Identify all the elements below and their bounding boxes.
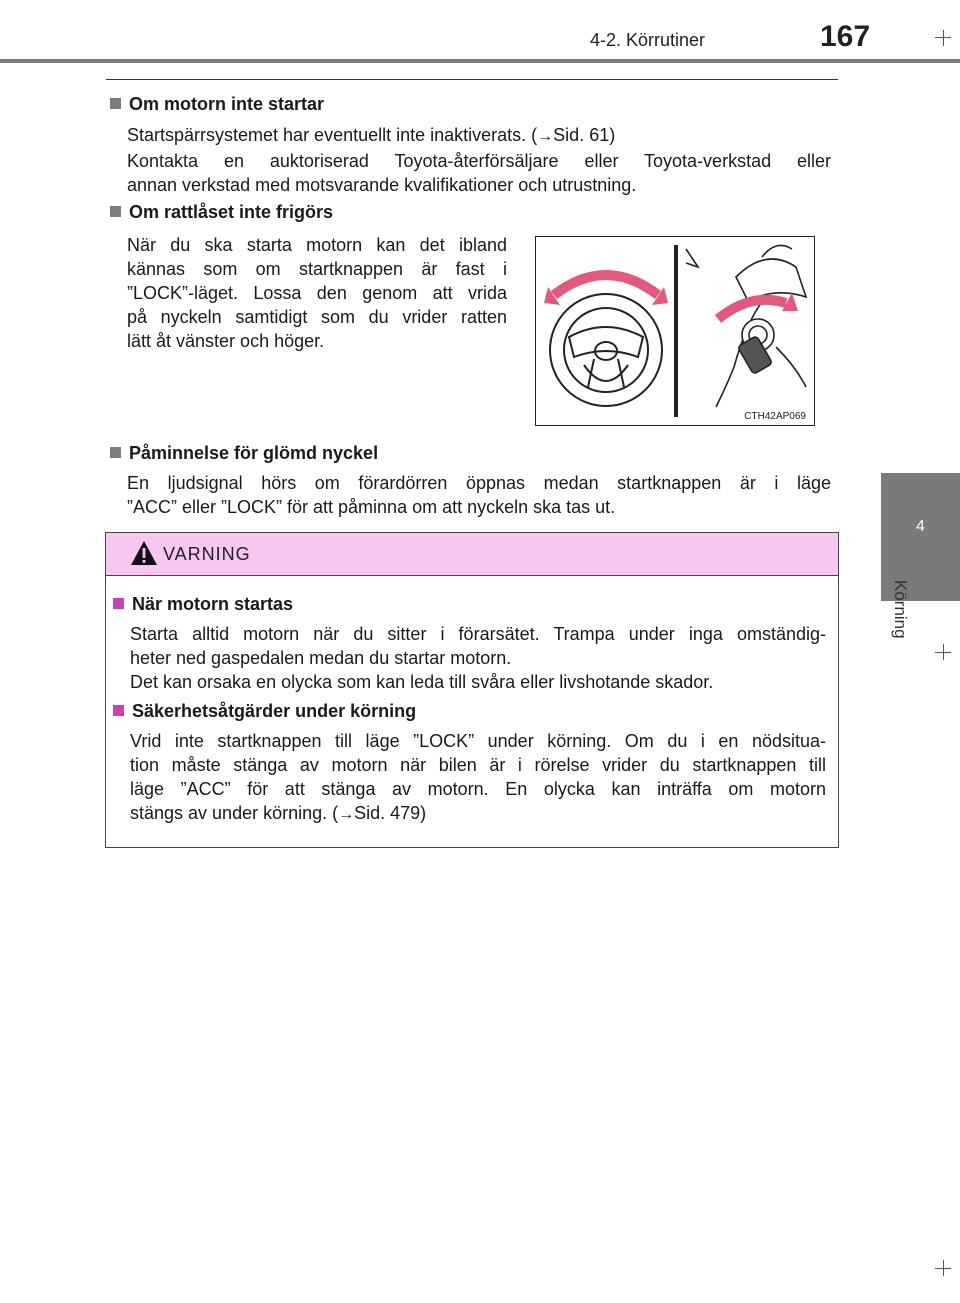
page-link[interactable]: Sid. 479) [354, 803, 427, 823]
text-line: stängs av under körning. (→Sid. 479) [130, 803, 427, 823]
warning-box [105, 532, 839, 848]
text-line: Kontakta en auktoriserad Toyota-återförsäljare eller Toyota-verkstad eller [127, 151, 831, 171]
crop-mark [943, 30, 944, 46]
section-heading: Påminnelse för glömd nyckel [110, 443, 378, 464]
warning-paragraph [130, 729, 826, 827]
section-heading: Om rattlåset inte frigörs [110, 202, 333, 223]
text-line: Startspärrsystemet har eventuellt inte inaktiverats. (→Sid. 61) [127, 125, 616, 145]
page-link[interactable]: Sid. 61) [553, 125, 616, 145]
chapter-number: 4 [916, 518, 925, 535]
steering-lock-illustration [535, 236, 815, 426]
top-rule [106, 79, 838, 80]
text-line: tion måste stänga av motorn när bilen är i rörelse vrider du startknappen till [130, 755, 826, 775]
steering-wheel-icon [550, 294, 662, 406]
text-line: När du ska starta motorn kan det ibland [127, 235, 507, 255]
chapter-title: Körning [891, 580, 910, 639]
paragraph [127, 123, 831, 197]
crop-mark [935, 652, 951, 653]
crop-mark [935, 1268, 951, 1269]
page-number: 167 [820, 20, 871, 53]
text-line: läge ”ACC” för att stänga av motorn. En olycka kan inträffa om motorn [130, 779, 826, 799]
warning-item-heading: När motorn startas [113, 594, 293, 615]
section-heading: Om motorn inte startar [110, 94, 324, 115]
bullet-square [110, 206, 121, 217]
bullet-square [110, 98, 121, 109]
ignition-key-icon [686, 245, 806, 407]
bullet-square [113, 598, 124, 609]
text-line: ”LOCK”-läget. Lossa den genom att vrida [127, 283, 507, 303]
warning-paragraph [130, 622, 826, 694]
warning-item-heading: Säkerhetsåtgärder under körning [113, 701, 416, 722]
text-line: Det kan orsaka en olycka som kan leda till svåra eller livshotande skador. [130, 672, 714, 692]
section-title: 4-2. Körrutiner [590, 30, 706, 50]
crop-mark [935, 37, 951, 38]
text-line: annan verkstad med motsvarande kvalifikationer och utrustning. [127, 175, 637, 195]
header-bar [0, 59, 960, 63]
text-line: En ljudsignal hörs om förardörren öppnas medan startknappen är i läge [127, 473, 831, 493]
text-line: kännas som om startknappen är fast i [127, 259, 507, 279]
paragraph [127, 471, 831, 519]
bullet-square [113, 705, 124, 716]
illustration-code: CTH42AP069 [744, 411, 806, 422]
paragraph [127, 233, 507, 353]
chapter-title-wrap [878, 580, 926, 640]
text-line: på nyckeln samtidigt som du vrider ratten [127, 307, 507, 327]
text-line: Vrid inte startknappen till läge ”LOCK” under körning. Om du i en nödsitua- [130, 731, 826, 751]
text-line: Starta alltid motorn när du sitter i förarsätet. Trampa under inga omständig- [130, 624, 826, 644]
text-line: ”ACC” eller ”LOCK” för att påminna om att nyckeln ska tas ut. [127, 497, 616, 517]
steering-wheel-key-drawing [536, 237, 814, 425]
arrow-icon: → [537, 128, 554, 145]
text-line: lätt åt vänster och höger. [127, 331, 325, 351]
arrow-icon: → [338, 806, 355, 823]
warning-title: VARNING [163, 544, 251, 564]
key-rotate-arrow-icon [718, 293, 798, 319]
bullet-square [110, 447, 121, 458]
warning-header [106, 533, 838, 576]
warning-icon [130, 539, 158, 567]
text-line: heter ned gaspedalen medan du startar motorn. [130, 648, 512, 668]
